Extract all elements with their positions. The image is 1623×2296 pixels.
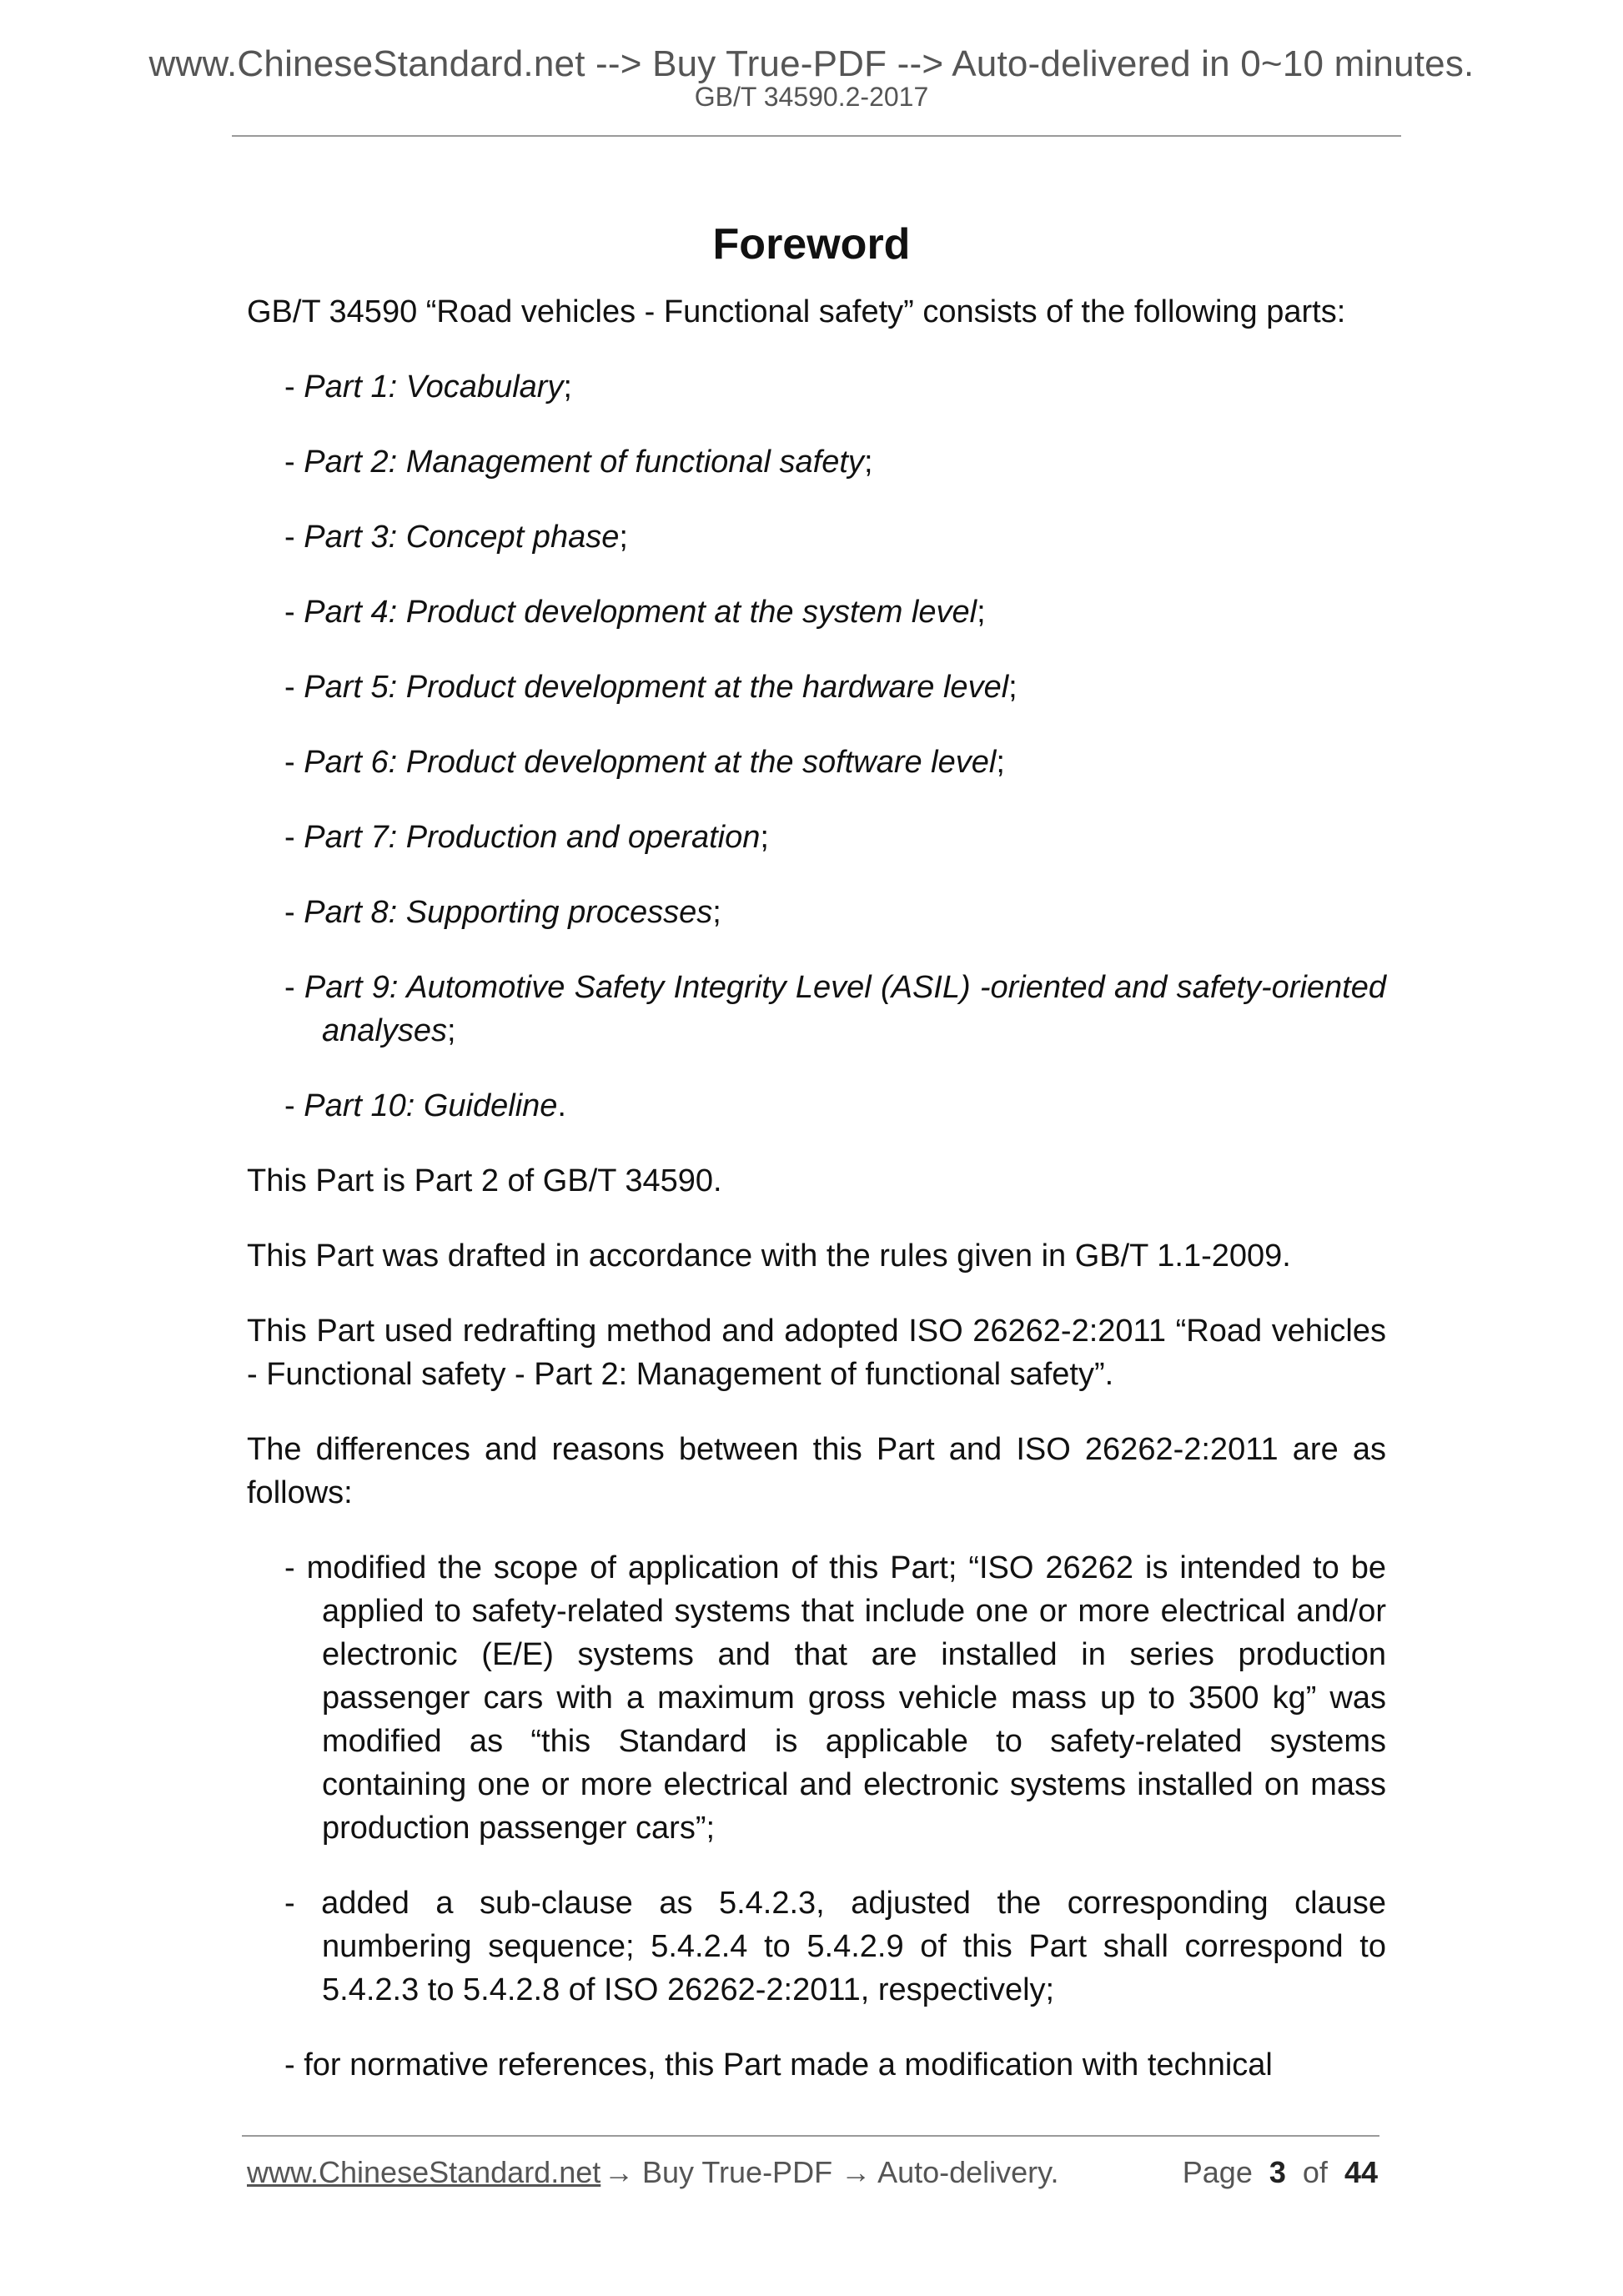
body-paragraph: This Part used redrafting method and adopted ISO 26262-2:2011 “Road vehicles - Functional safety - Part 2: Management of functional safety”. xyxy=(247,1314,1386,1392)
footer-site-link[interactable]: www.ChineseStandard.net xyxy=(247,2155,601,2189)
top-banner[interactable]: www.ChineseStandard.net --> Buy True-PDF --> Auto-delivered in 0~10 minutes. xyxy=(148,43,1475,84)
list-item: - modified the scope of application of this Part; “ISO 26262 is intended to be applied to safety-related systems that include one or more electrical and/or electronic (E/E) systems and that are installed in series production passenger cars with a maximum gross vehicle mass up to 3500 kg” was modified as “this Standard is applicable to safety-related systems containing one or more electrical and electronic systems installed on mass production passenger cars”; xyxy=(284,1550,1386,1846)
footer xyxy=(247,2155,1378,2195)
intro-paragraph: GB/T 34590 “Road vehicles - Functional safety” consists of the following parts: xyxy=(247,294,1346,329)
footer-divider xyxy=(242,2135,1379,2137)
list-item: - Part 2: Management of functional safety; xyxy=(284,445,873,480)
list-item: - for normative references, this Part made a modification with technical xyxy=(284,2047,1273,2082)
list-item: - Part 9: Automotive Safety Integrity Level (ASIL) -oriented and safety-oriented analyses; xyxy=(284,970,1386,1048)
list-item: - Part 4: Product development at the system level; xyxy=(284,595,986,630)
part-title: Part 10: Guideline xyxy=(304,1088,558,1123)
differences-list xyxy=(247,1546,1386,2087)
page-title: Foreword xyxy=(712,219,911,269)
page-number: Page 3 of 44 xyxy=(1182,2155,1378,2189)
header-divider xyxy=(232,135,1401,137)
part-title: Part 2: Management of functional safety xyxy=(304,445,864,480)
list-item: - Part 6: Product development at the software level; xyxy=(284,745,1005,780)
part-title: Part 5: Product development at the hardware level xyxy=(304,670,1009,705)
list-item: - added a sub-clause as 5.4.2.3, adjusted the corresponding clause numbering sequence; 5.4.2.4 to 5.4.2.9 of this Part shall correspond to 5.4.2.3 to 5.4.2.8 of ISO 26262-2:2011, respectively; xyxy=(284,1886,1386,2007)
current-page: 3 xyxy=(1269,2155,1286,2189)
part-title: Part 7: Production and operation xyxy=(304,820,761,855)
footer-tagline: → Buy True-PDF → Auto-delivery. xyxy=(604,2155,1059,2189)
list-item: - Part 3: Concept phase; xyxy=(284,520,628,555)
part-title: Part 6: Product development at the software level xyxy=(304,745,997,780)
document-code: GB/T 34590.2-2017 xyxy=(694,82,929,112)
list-item: - Part 1: Vocabulary; xyxy=(284,369,572,404)
body-paragraph: This Part is Part 2 of GB/T 34590. xyxy=(247,1163,722,1198)
list-item: - Part 8: Supporting processes; xyxy=(284,895,721,930)
body-paragraph: This Part was drafted in accordance with the rules given in GB/T 1.1-2009. xyxy=(247,1238,1291,1274)
list-item: - Part 5: Product development at the hardware level; xyxy=(284,670,1018,705)
part-title: Part 4: Product development at the system level xyxy=(304,595,977,630)
document-body xyxy=(247,290,1386,2118)
list-item: - Part 10: Guideline. xyxy=(284,1088,566,1123)
body-paragraph: The differences and reasons between this Part and ISO 26262-2:2011 are as follows: xyxy=(247,1432,1386,1510)
total-pages: 44 xyxy=(1344,2155,1378,2189)
list-item: - Part 7: Production and operation; xyxy=(284,820,769,855)
parts-list xyxy=(247,365,1386,1128)
part-title: Part 8: Supporting processes xyxy=(304,895,713,930)
part-title: Part 3: Concept phase xyxy=(304,520,620,555)
part-title: Part 1: Vocabulary xyxy=(304,369,564,404)
part-title: Part 9: Automotive Safety Integrity Level (ASIL) -oriented and safety-oriented analyses xyxy=(304,970,1386,1048)
